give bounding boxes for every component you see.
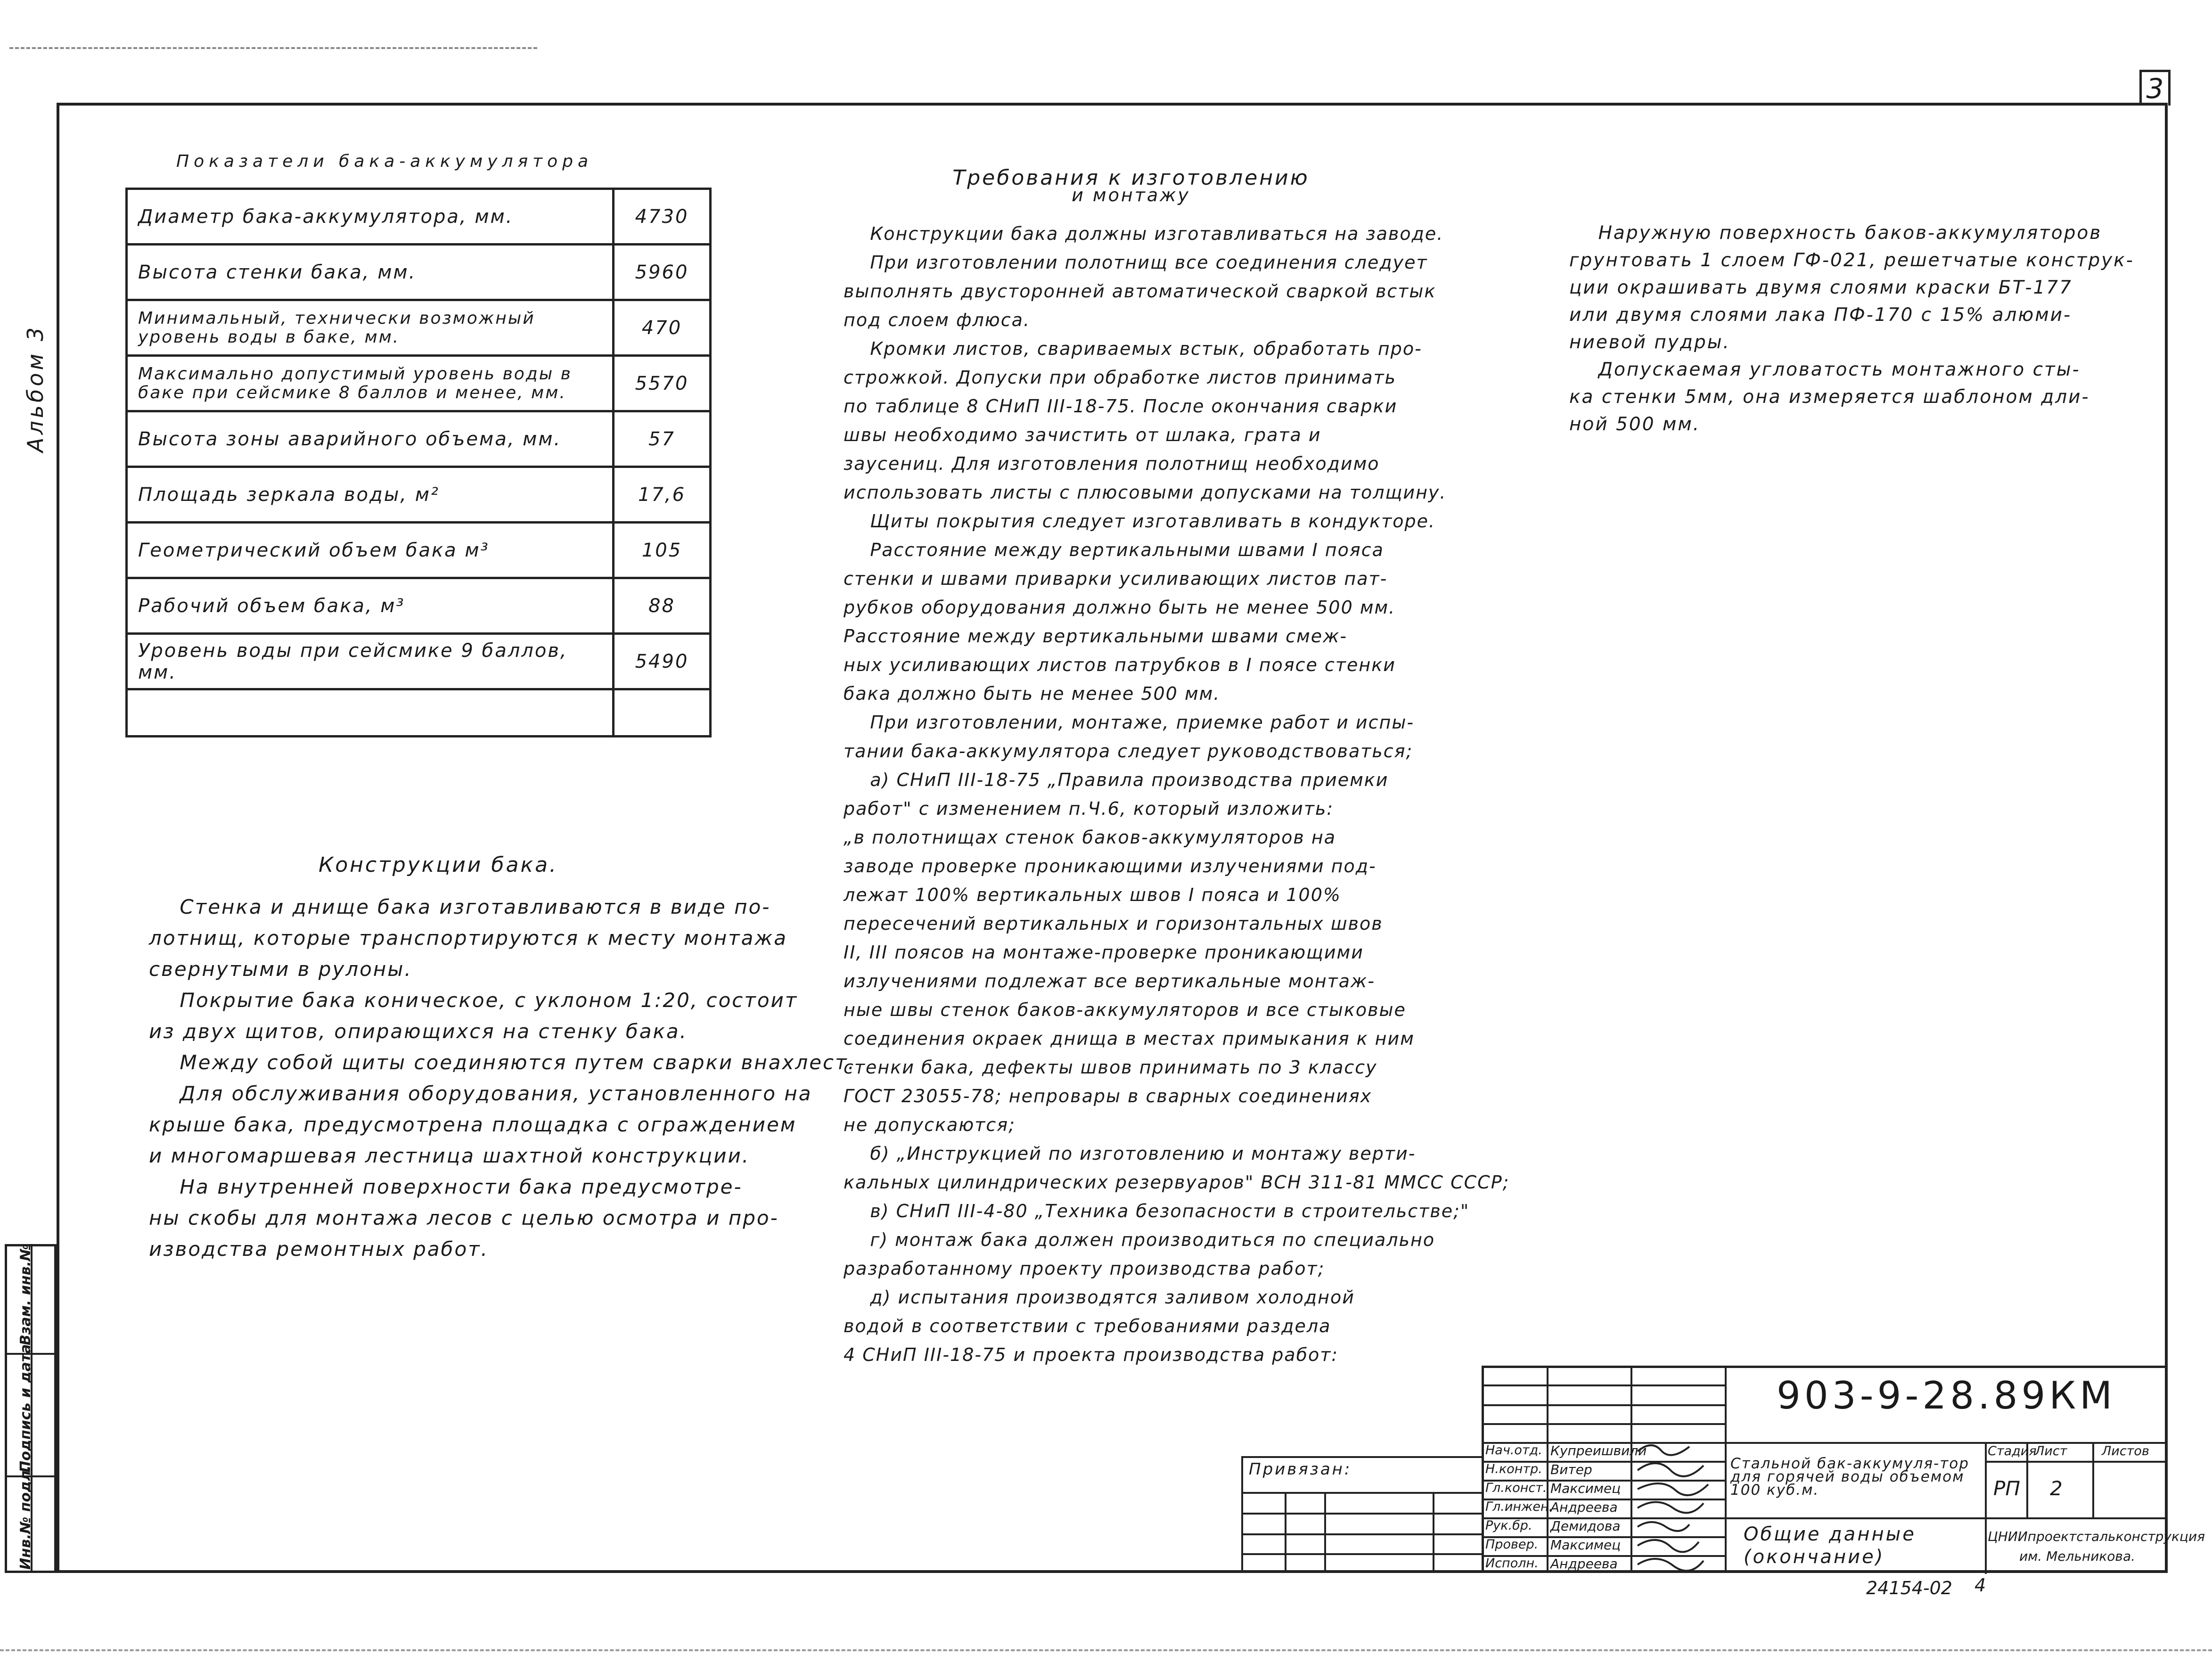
footer-number: 24154-02 [1866,1578,1952,1598]
privyazan-line [1241,1533,1482,1535]
construction-title: Конструкции бака. [318,853,558,877]
requirements-text: Конструкции бака должны изготавливаться на заводе. При изготовлении полотнищ все соединения следует выполнять двусторонней автоматической сваркой встык под слоем флюса. Кромки листов, свариваемых встык, обработать про- строжкой. Допуски при обработке листов принимать по таблице 8 СНиП III-18-75. После окончания сварки швы необходимо зачистить от шлака, грата и заусениц. Для изготовления полотнищ необходимо использовать листы с плюсовыми допусками на толщину. Щиты покрытия следует изготавливать в кондукторе. Расстояние между вертикальными швами I пояса стенки и швами приварки усиливающих листов пат- рубков оборудования должно быть не менее 500 мм. Расстояние между вертикальными швами смеж- ных усиливающих листов патрубков в I поясе стенки бака должно быть не менее 500 мм. При изготовлении, монтаже, приемке работ и испы- тании бака-аккумулятора следует руководствоваться; а) СНиП III-18-75 „Правила производства приемки работ" с изменением п.Ч.6, который изложить: „в полотнищах стенок баков-аккумуляторов на заводе проверке проникающими излучениями под- лежат 100% вертикальных швов I пояса и 100% пересечений вертикальных и горизонтальных швов II, III поясов на монтаже-проверке проникающими излучениями подлежат все вертикальные монтаж- ные швы стенок баков-аккумуляторов и все стыковые соединения окраек днища в местах примыкания к ним стенки бака, дефекты швов принимать по 3 классу ГОСТ 23055-78; непровары в сварных соединениях не допускаются; б) „Инструкцией по изготовлению и монтажу верти- кальных цилиндрических резервуаров" ВСН 311-81 ММСС СССР; в) СНиП III-4-80 „Техника безопасности в строительстве;" г) монтаж бака должен производиться по специально разработанному проекту производства работ; д) испытания производятся заливом холодной водой в соответствии с требованиями раздела 4 СНиП III-18-75 и проекта производства работ: [844,223,1510,1365]
organization: ЦНИИпроектстальконструкция им. Мельникова. [1988,1529,2205,1564]
table-row [127,634,711,689]
indicator-value: 57 [614,411,711,467]
sheet-value: 2 [2050,1477,2063,1500]
table-row [127,356,711,411]
table-row [127,245,711,300]
indicator-label: Максимально допустимый уровень воды в баке при сейсмике 8 баллов и менее, мм. [127,356,614,411]
table-row [127,300,711,356]
indicator-label: Высота зоны аварийного объема, мм. [127,411,614,467]
indicator-label: Площадь зеркала воды, м² [127,467,614,523]
footer-page: 4 [1974,1575,1986,1596]
construction-text: Стенка и днище бака изготавливаются в виде по- лотнищ, которые транспортируются к месту монтажа свернутыми в рулоны. Покрытие бака коническое, с уклоном 1:20, состоит из двух щитов, опирающихся на стенку бака. Между собой щиты соединяются путем сварки внахлест. Для обслуживания оборудования, установленного на крыше бака, предусмотрена площадка с ограждением и многомаршевая лестница шахтной конструкции. На внутренней поверхности бака предусмотре- ны скобы для монтажа лесов с целью осмотра и про- изводства ремонтных работ. [149,895,856,1261]
strip-text-inventory: Инв.№ подл. [17,1465,34,1570]
sheets-label: Листов [2102,1444,2149,1458]
sheet-label: Лист [2035,1444,2067,1458]
name-n-kontr: Витер [1550,1462,1592,1477]
indicator-value [614,689,711,737]
indicator-label: Геометрический объем бака м³ [127,523,614,578]
role-nach-otd: Нач.отд. [1485,1443,1542,1458]
tb-vline [1547,1366,1548,1573]
name-ispoln: Андреева [1550,1556,1618,1572]
indicator-value: 4730 [614,189,711,245]
left-stamp-strip [5,1244,57,1573]
name-gl-konst: Максимец [1550,1481,1621,1496]
table-row [127,578,711,634]
indicator-label: Минимальный, технически возможный уровень воды в баке, мм. [127,300,614,356]
table-row [127,689,711,737]
role-ruk-br: Рук.бр. [1485,1518,1532,1533]
tb-hline [1482,1423,1725,1425]
indicator-value: 105 [614,523,711,578]
album-label: Альбом 3 [23,324,48,452]
privyazan-label: Привязан: [1249,1460,1352,1479]
indicator-value: 88 [614,578,711,634]
table-row [127,411,711,467]
name-ruk-br: Демидова [1550,1518,1621,1534]
indicators-table [125,188,712,737]
indicator-label: Диаметр бака-аккумулятора, мм. [127,189,614,245]
indicator-label: Рабочий объем бака, м³ [127,578,614,634]
privyazan-line [1241,1492,1482,1494]
tb-hline [1482,1384,1725,1386]
strip-text-signature: Подпись и дата [17,1344,34,1473]
drawing-code: 903-9-28.89КМ [1777,1374,2116,1417]
role-ispoln: Исполн. [1485,1556,1539,1571]
name-prover: Максимец [1550,1537,1621,1553]
indicator-value: 17,6 [614,467,711,523]
indicator-label [127,689,614,737]
role-gl-konst: Гл.конст. [1485,1481,1547,1495]
role-n-kontr: Н.контр. [1485,1462,1542,1476]
tb-hline [1482,1404,1725,1406]
indicator-value: 5960 [614,245,711,300]
role-gl-inzh: Гл.инжен. [1485,1499,1553,1514]
stage-label: Стадия [1988,1444,2037,1458]
indicator-value: 5490 [614,634,711,689]
stage-value: РП [1993,1477,2020,1500]
privyazan-vline [1433,1492,1434,1573]
role-prover: Провер. [1485,1537,1539,1552]
indicator-label: Уровень воды при сейсмике 9 баллов, мм. [127,634,614,689]
signatures [1633,1437,1722,1574]
indicator-value: 5570 [614,356,711,411]
surface-text: Наружную поверхность баков-аккумуляторов грунтовать 1 слоем ГФ-021, решетчатые конструк- ции окрашивать двумя слоями краски БТ-177 или двумя слоями лака ПФ-170 с 15% алюми- ниевой пудры. Допускаемая угловатость монтажного сты- ка стенки 5мм, она измеряется шаблоном дли- ной 500 мм. [1569,222,2134,435]
drawing-title: Общие данные (окончание) [1744,1523,1916,1568]
scan-edge-bottom [0,1649,2212,1651]
sheet-number: 3 [2139,70,2171,106]
table-row [127,189,711,245]
object-name: Стальной бак-аккумуля-тор для горячей воды объемом 100 куб.м. [1730,1455,1969,1499]
privyazan-line [1241,1513,1482,1515]
requirements-title-line1: Требования к изготовлению [952,166,1310,190]
indicator-value: 470 [614,300,711,356]
privyazan-line [1241,1553,1482,1555]
tb-vline [2092,1442,2094,1517]
table-row [127,467,711,523]
tb-vline [1630,1366,1632,1573]
tb-hline [1985,1461,2168,1463]
indicators-title: Показатели бака-аккумулятора [176,152,593,171]
requirements-title-line2: и монтажу [1072,185,1190,205]
scan-edge-top [9,47,537,49]
name-nach-otd: Купреишвили [1550,1443,1647,1458]
strip-text-replacement: Взам. инв.№ [17,1244,34,1345]
tb-vline [1725,1366,1727,1573]
table-row [127,523,711,578]
indicator-label: Высота стенки бака, мм. [127,245,614,300]
name-gl-inzh: Андреева [1550,1499,1618,1515]
strip-divider [31,1246,33,1572]
privyazan-vline [1324,1492,1326,1573]
privyazan-vline [1285,1492,1286,1573]
requirements-title [895,168,1367,205]
